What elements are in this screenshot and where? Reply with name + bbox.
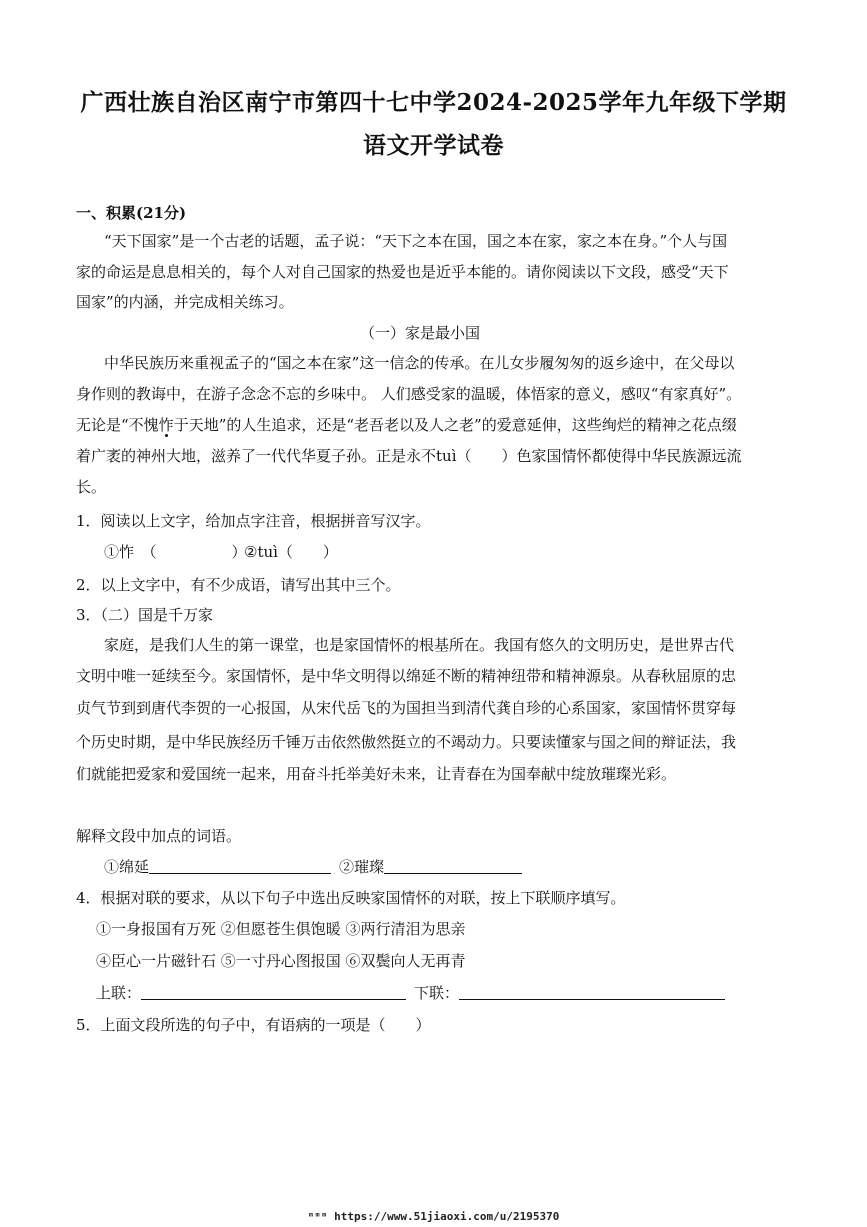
intro-line-1: “天下国家”是一个古老的话题，孟子说：“天下之本在国，国之本在家，家之本在身。”个人与国 — [104, 232, 728, 250]
couplet-options-row-2: ④臣心一片磁针石 ⑤一寸丹心图报国 ⑥双鬓向人无再青 — [96, 952, 466, 970]
lower-couplet-label: 下联： — [414, 984, 460, 1002]
para1-line-3-after: 于天地”的人生追求，还是“老吾老以及人之老”的爱意延伸，这些绚烂的精神之花点缀 — [173, 416, 737, 434]
para1-line-4: 着广袤的神州大地，滋养了一代代华夏子孙。正是永不tuì（ ）色家国情怀都使得中华民族源远流 — [76, 447, 742, 465]
question-3-item-2-label: ②璀璨 — [339, 858, 385, 876]
para2-line-4: 个历史时期，是中华民族经历千锤万击依然傲然挺立的不竭动力。只要读懂家与国之间的辩证法，我 — [76, 733, 737, 751]
footer-url: ᵐᵐᵐ https://www.51jiaoxi.com/u/2195370 — [307, 1210, 560, 1223]
part1-title: （一）家是最小国 — [360, 324, 481, 342]
exam-title-line1: 广西壮族自治区南宁市第四十七中学2024-2025学年九年级下学期 — [80, 89, 787, 116]
question-1-item-2[interactable]: ②tuì（ ） — [244, 543, 338, 561]
question-4-stem: 4．根据对联的要求，从以下句子中选出反映家国情怀的对联，按上下联顺序填写。 — [76, 889, 626, 907]
intro-line-2: 家的命运是息息相关的，每个人对自己国家的热爱也是近乎本能的。请你阅读以下文段，感受“天下 — [76, 263, 729, 281]
question-1-item-1[interactable]: ①怍 （ ） — [104, 543, 247, 561]
para1-line-3-before: 无论是“不愧 — [76, 416, 159, 434]
question-3-title: 3．（二）国是千万家 — [76, 606, 214, 624]
question-1-stem: 1．阅读以上文字，给加点字注音，根据拼音写汉字。 — [76, 512, 431, 530]
upper-couplet-blank[interactable] — [141, 985, 406, 1000]
para1-line-1: 中华民族历来重视孟子的“国之本在家”这一信念的传承。在儿女步履匆匆的返乡途中，在父母以 — [104, 354, 735, 372]
para2-line-3: 贞气节到到唐代李贺的一心报国，从宋代岳飞的为国担当到清代龚自珍的心系国家，家国情怀贯穿每 — [76, 699, 737, 717]
para2-line-5: 们就能把爱家和爱国统一起来，用奋斗托举美好未来，让青春在为国奉献中绽放璀璨光彩。 — [76, 765, 677, 783]
para1-line-5: 长。 — [76, 478, 107, 496]
exam-title-line2: 语文开学试卷 — [363, 132, 504, 159]
answer-blank-mianyan[interactable] — [149, 859, 331, 874]
question-2-stem: 2．以上文字中，有不少成语，请写出其中三个。 — [76, 576, 401, 594]
para2-line-2: 文明中唯一延续至今。家国情怀，是中华文明得以绵延不断的精神纽带和精神源泉。从春秋屈原的忠 — [76, 667, 737, 685]
couplet-options-row-1: ①一身报国有万死 ②但愿苍生俱饱暖 ③两行清泪为思亲 — [96, 920, 466, 938]
intro-line-3: 国家”的内涵，并完成相关练习。 — [76, 293, 294, 311]
section-heading: 一、积累(21分) — [76, 204, 187, 222]
question-3-item-2 — [339, 857, 522, 877]
dotted-char-zuo: 怍 — [158, 416, 174, 434]
question-5-stem: 5．上面文段所选的句子中，有语病的一项是（ ） — [76, 1016, 431, 1034]
question-3-item-1 — [104, 857, 331, 877]
para2-line-1: 家庭，是我们人生的第一课堂，也是家国情怀的根基所在。我国有悠久的文明历史，是世界古代 — [104, 636, 735, 654]
answer-blank-cuican[interactable] — [384, 859, 522, 874]
upper-couplet-label: 上联： — [96, 984, 142, 1002]
lower-couplet-field — [414, 983, 725, 1003]
lower-couplet-blank[interactable] — [459, 985, 725, 1000]
para1-line-2: 身作则的教诲中，在游子念念不忘的乡味中。 人们感受家的温暖，体悟家的意义，感叹“有家真好”。 — [76, 385, 742, 403]
para1-line-3 — [76, 415, 737, 435]
upper-couplet-field — [96, 983, 406, 1003]
question-3-item-1-label: ①绵延 — [104, 858, 150, 876]
question-3-stem: 解释文段中加点的词语。 — [76, 827, 242, 845]
